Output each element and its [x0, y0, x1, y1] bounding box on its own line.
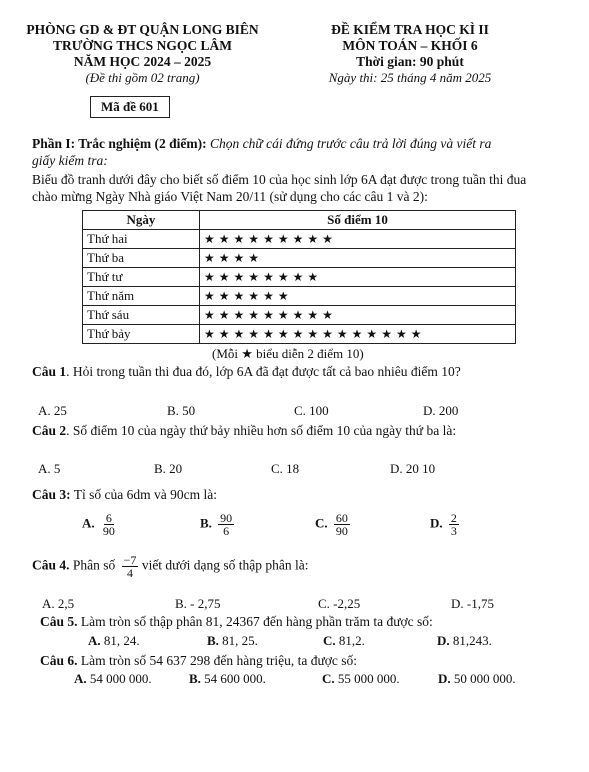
denominator: 3: [450, 524, 457, 538]
numerator: 6: [105, 511, 112, 525]
day-label: Thứ sáu: [83, 306, 200, 325]
question-1-text: . Hỏi trong tuần thi đua đó, lớp 6A đã đạt được tất cả bao nhiêu điểm 10?: [66, 364, 461, 379]
star-icon: ★: [277, 307, 293, 322]
star-cell: [200, 268, 516, 287]
star-icon: ★: [263, 269, 278, 284]
star-icon: ★: [307, 231, 323, 246]
numerator: 90: [220, 511, 233, 525]
star-icon: ★: [366, 326, 382, 341]
question-5-label: Câu 5.: [40, 614, 78, 629]
pictograph-table: [82, 210, 516, 344]
table-row: [83, 306, 516, 325]
q4-option-d[interactable]: D. -1,75: [451, 596, 494, 611]
q3-option-a[interactable]: [82, 512, 117, 537]
star-icon: ★: [248, 250, 264, 265]
star-cell: [200, 249, 516, 268]
star-icon: ★: [277, 288, 293, 303]
q5-option-c-letter: C.: [323, 633, 336, 648]
star-icon: ★: [277, 326, 293, 341]
q3-option-d-letter: D.: [430, 515, 443, 531]
q2-option-c[interactable]: C. 18: [271, 461, 300, 476]
star-icon: ★: [307, 326, 323, 341]
q6-option-d-letter: D.: [438, 671, 451, 686]
page-count-note: (Đề thi gồm 02 trang): [85, 70, 200, 85]
question-2-text: . Số điểm 10 của ngày thứ bảy nhiều hơn số điểm 10 của ngày thứ ba là:: [66, 423, 457, 438]
star-icon: ★: [322, 231, 337, 246]
star-icon: ★: [248, 231, 264, 246]
q5-option-b-letter: B.: [207, 633, 219, 648]
question-4: [32, 554, 309, 579]
star-icon: ★: [218, 326, 234, 341]
pictograph-legend: (Mỗi ★ biểu diễn 2 điểm 10): [212, 346, 364, 361]
q6-option-a[interactable]: [74, 671, 152, 687]
star-icon: ★: [233, 288, 249, 303]
question-1-label: Câu 1: [32, 364, 67, 379]
q3-option-a-letter: A.: [82, 515, 95, 531]
q6-option-d[interactable]: [438, 671, 516, 687]
q3-option-b-fraction: [218, 512, 234, 537]
exam-code: Mã đề 601: [90, 96, 170, 118]
star-icon: ★: [292, 307, 308, 322]
question-3-text: Tỉ số của 6dm và 90cm là:: [73, 487, 217, 502]
star-icon: ★: [263, 231, 278, 246]
part1-instruction-cont: giấy kiểm tra:: [32, 153, 108, 168]
exam-date: Ngày thi: 25 tháng 4 năm 2025: [328, 70, 492, 85]
q5-option-a[interactable]: [88, 633, 140, 649]
question-1: [32, 364, 461, 380]
denominator: 6: [223, 524, 230, 538]
star-icon: ★: [292, 231, 308, 246]
q2-option-b[interactable]: B. 20: [154, 461, 183, 476]
denominator: 4: [127, 566, 134, 580]
star-icon: ★: [218, 288, 234, 303]
q3-option-a-fraction: [101, 512, 117, 537]
star-cell: [200, 287, 516, 306]
star-icon: ★: [233, 269, 249, 284]
q6-option-b[interactable]: [189, 671, 266, 687]
star-icon: ★: [233, 307, 249, 322]
q1-option-d[interactable]: D. 200: [423, 403, 459, 418]
table-row: [83, 268, 516, 287]
q2-option-d[interactable]: D. 20 10: [390, 461, 436, 476]
star-icon: ★: [292, 326, 308, 341]
q3-option-b-letter: B.: [200, 515, 212, 531]
star-icon: ★: [218, 307, 234, 322]
q4-option-b[interactable]: B. - 2,75: [175, 596, 221, 611]
q5-option-c[interactable]: [323, 633, 365, 649]
star-icon: ★: [277, 231, 293, 246]
q5-option-c-value: 81,2.: [338, 633, 365, 648]
star-icon: ★: [218, 269, 234, 284]
star-icon: ★: [322, 307, 337, 322]
q5-option-a-value: 81, 24.: [103, 633, 140, 648]
question-6-text: Làm tròn số 54 637 298 đến hàng triệu, ta được số:: [80, 653, 358, 668]
star-icon: ★: [263, 307, 278, 322]
question-6: [40, 653, 357, 669]
part1-heading: [32, 136, 491, 152]
part1-title: Phần I: Trắc nghiệm (2 điểm):: [32, 136, 207, 151]
table-header-row: [83, 211, 516, 230]
star-cell: [200, 306, 516, 325]
q3-option-d[interactable]: [430, 512, 459, 537]
denominator: 90: [102, 524, 115, 538]
q1-option-a[interactable]: A. 25: [38, 403, 67, 418]
star-icon: ★: [351, 326, 367, 341]
q5-option-d[interactable]: [437, 633, 492, 649]
q6-option-c-letter: C.: [322, 671, 335, 686]
star-icon: ★: [292, 269, 308, 284]
star-icon: ★: [307, 307, 323, 322]
q5-option-b[interactable]: [207, 633, 258, 649]
question-3: [32, 487, 217, 503]
q6-option-b-letter: B.: [189, 671, 201, 686]
question-4-label: Câu 4.: [32, 557, 70, 573]
q4-option-c[interactable]: C. -2,25: [318, 596, 361, 611]
q5-option-a-letter: A.: [88, 633, 101, 648]
q1-option-c[interactable]: C. 100: [294, 403, 329, 418]
star-icon: ★: [410, 326, 426, 341]
star-icon: ★: [322, 326, 337, 341]
star-icon: ★: [204, 269, 219, 284]
q6-option-b-value: 54 600 000.: [204, 671, 266, 686]
table-row: [83, 325, 516, 344]
star-icon: ★: [381, 326, 396, 341]
question-4-fraction: [122, 554, 139, 579]
star-icon: ★: [248, 326, 264, 341]
star-icon: ★: [233, 250, 249, 265]
star-cell: [200, 325, 516, 344]
star-icon: ★: [204, 307, 219, 322]
q6-option-d-value: 50 000 000.: [453, 671, 516, 686]
question-2-label: Câu 2: [32, 423, 67, 438]
column-header-score: Số điểm 10: [200, 211, 516, 230]
q5-option-d-value: 81,243.: [452, 633, 492, 648]
star-cell: [200, 230, 516, 249]
column-header-day: Ngày: [83, 211, 200, 230]
day-label: Thứ tư: [83, 268, 200, 287]
school-year: NĂM HỌC 2024 – 2025: [73, 54, 212, 69]
star-icon: ★: [248, 269, 264, 284]
star-icon: ★: [204, 250, 219, 265]
star-icon: ★: [218, 250, 234, 265]
pictograph-body: [83, 230, 516, 344]
denominator: 90: [335, 524, 348, 538]
exam-title: ĐỀ KIỂM TRA HỌC KÌ II: [331, 22, 489, 37]
star-icon: ★: [218, 231, 234, 246]
chart-intro-line1: Biểu đồ tranh dưới đây cho biết số điểm 10 của học sinh lớp 6A đạt được trong tuần thi đua: [32, 172, 527, 187]
star-icon: ★: [336, 326, 352, 341]
part1-instruction: Chọn chữ cái đứng trước câu trả lời đúng và viết ra: [210, 136, 492, 151]
q5-option-d-letter: D.: [437, 633, 450, 648]
question-5: [40, 614, 433, 630]
table-row: [83, 287, 516, 306]
table-row: [83, 230, 516, 249]
day-label: Thứ ba: [83, 249, 200, 268]
numerator: 2: [450, 511, 457, 525]
star-icon: ★: [204, 326, 219, 341]
q3-option-d-fraction: [449, 512, 459, 537]
q6-option-c[interactable]: [322, 671, 400, 687]
star-icon: ★: [307, 269, 323, 284]
q5-option-b-value: 81, 25.: [222, 633, 258, 648]
day-label: Thứ năm: [83, 287, 200, 306]
star-icon: ★: [248, 288, 264, 303]
star-icon: ★: [204, 231, 219, 246]
q3-option-c[interactable]: [315, 512, 350, 537]
department-name: PHÒNG GD & ĐT QUẬN LONG BIÊN: [26, 22, 259, 37]
q6-option-a-letter: A.: [74, 671, 87, 686]
star-icon: ★: [204, 288, 219, 303]
question-2: [32, 423, 456, 439]
q6-option-c-value: 55 000 000.: [337, 671, 400, 686]
school-name: TRƯỜNG THCS NGỌC LÂM: [53, 38, 232, 53]
q1-option-b[interactable]: B. 50: [167, 403, 196, 418]
question-3-label: Câu 3:: [32, 487, 71, 502]
chart-intro-line2: chào mừng Ngày Nhà giáo Việt Nam 20/11 (sử dụng cho các câu 1 và 2):: [32, 189, 428, 204]
table-row: [83, 249, 516, 268]
star-icon: ★: [233, 326, 249, 341]
subject-title: MÔN TOÁN – KHỐI 6: [342, 38, 478, 53]
exam-duration: Thời gian: 90 phút: [356, 54, 464, 69]
q2-option-a[interactable]: A. 5: [38, 461, 61, 476]
question-4-text-before: Phân số: [72, 557, 116, 573]
q3-option-b[interactable]: [200, 512, 234, 537]
numerator: −7: [123, 553, 137, 567]
q3-option-c-fraction: [334, 512, 350, 537]
question-4-text-after: viết dưới dạng số thập phân là:: [141, 557, 309, 573]
question-6-label: Câu 6.: [40, 653, 78, 668]
day-label: Thứ bảy: [83, 325, 200, 344]
star-icon: ★: [248, 307, 264, 322]
star-icon: ★: [277, 269, 293, 284]
question-5-text: Làm tròn số thập phân 81, 24367 đến hàng phần trăm ta được số:: [80, 614, 433, 629]
star-icon: ★: [263, 326, 278, 341]
star-icon: ★: [233, 231, 249, 246]
q4-option-a[interactable]: A. 2,5: [42, 596, 75, 611]
q3-option-c-letter: C.: [315, 515, 328, 531]
star-icon: ★: [263, 288, 278, 303]
star-icon: ★: [395, 326, 411, 341]
numerator: 60: [335, 511, 348, 525]
q6-option-a-value: 54 000 000.: [89, 671, 152, 686]
day-label: Thứ hai: [83, 230, 200, 249]
